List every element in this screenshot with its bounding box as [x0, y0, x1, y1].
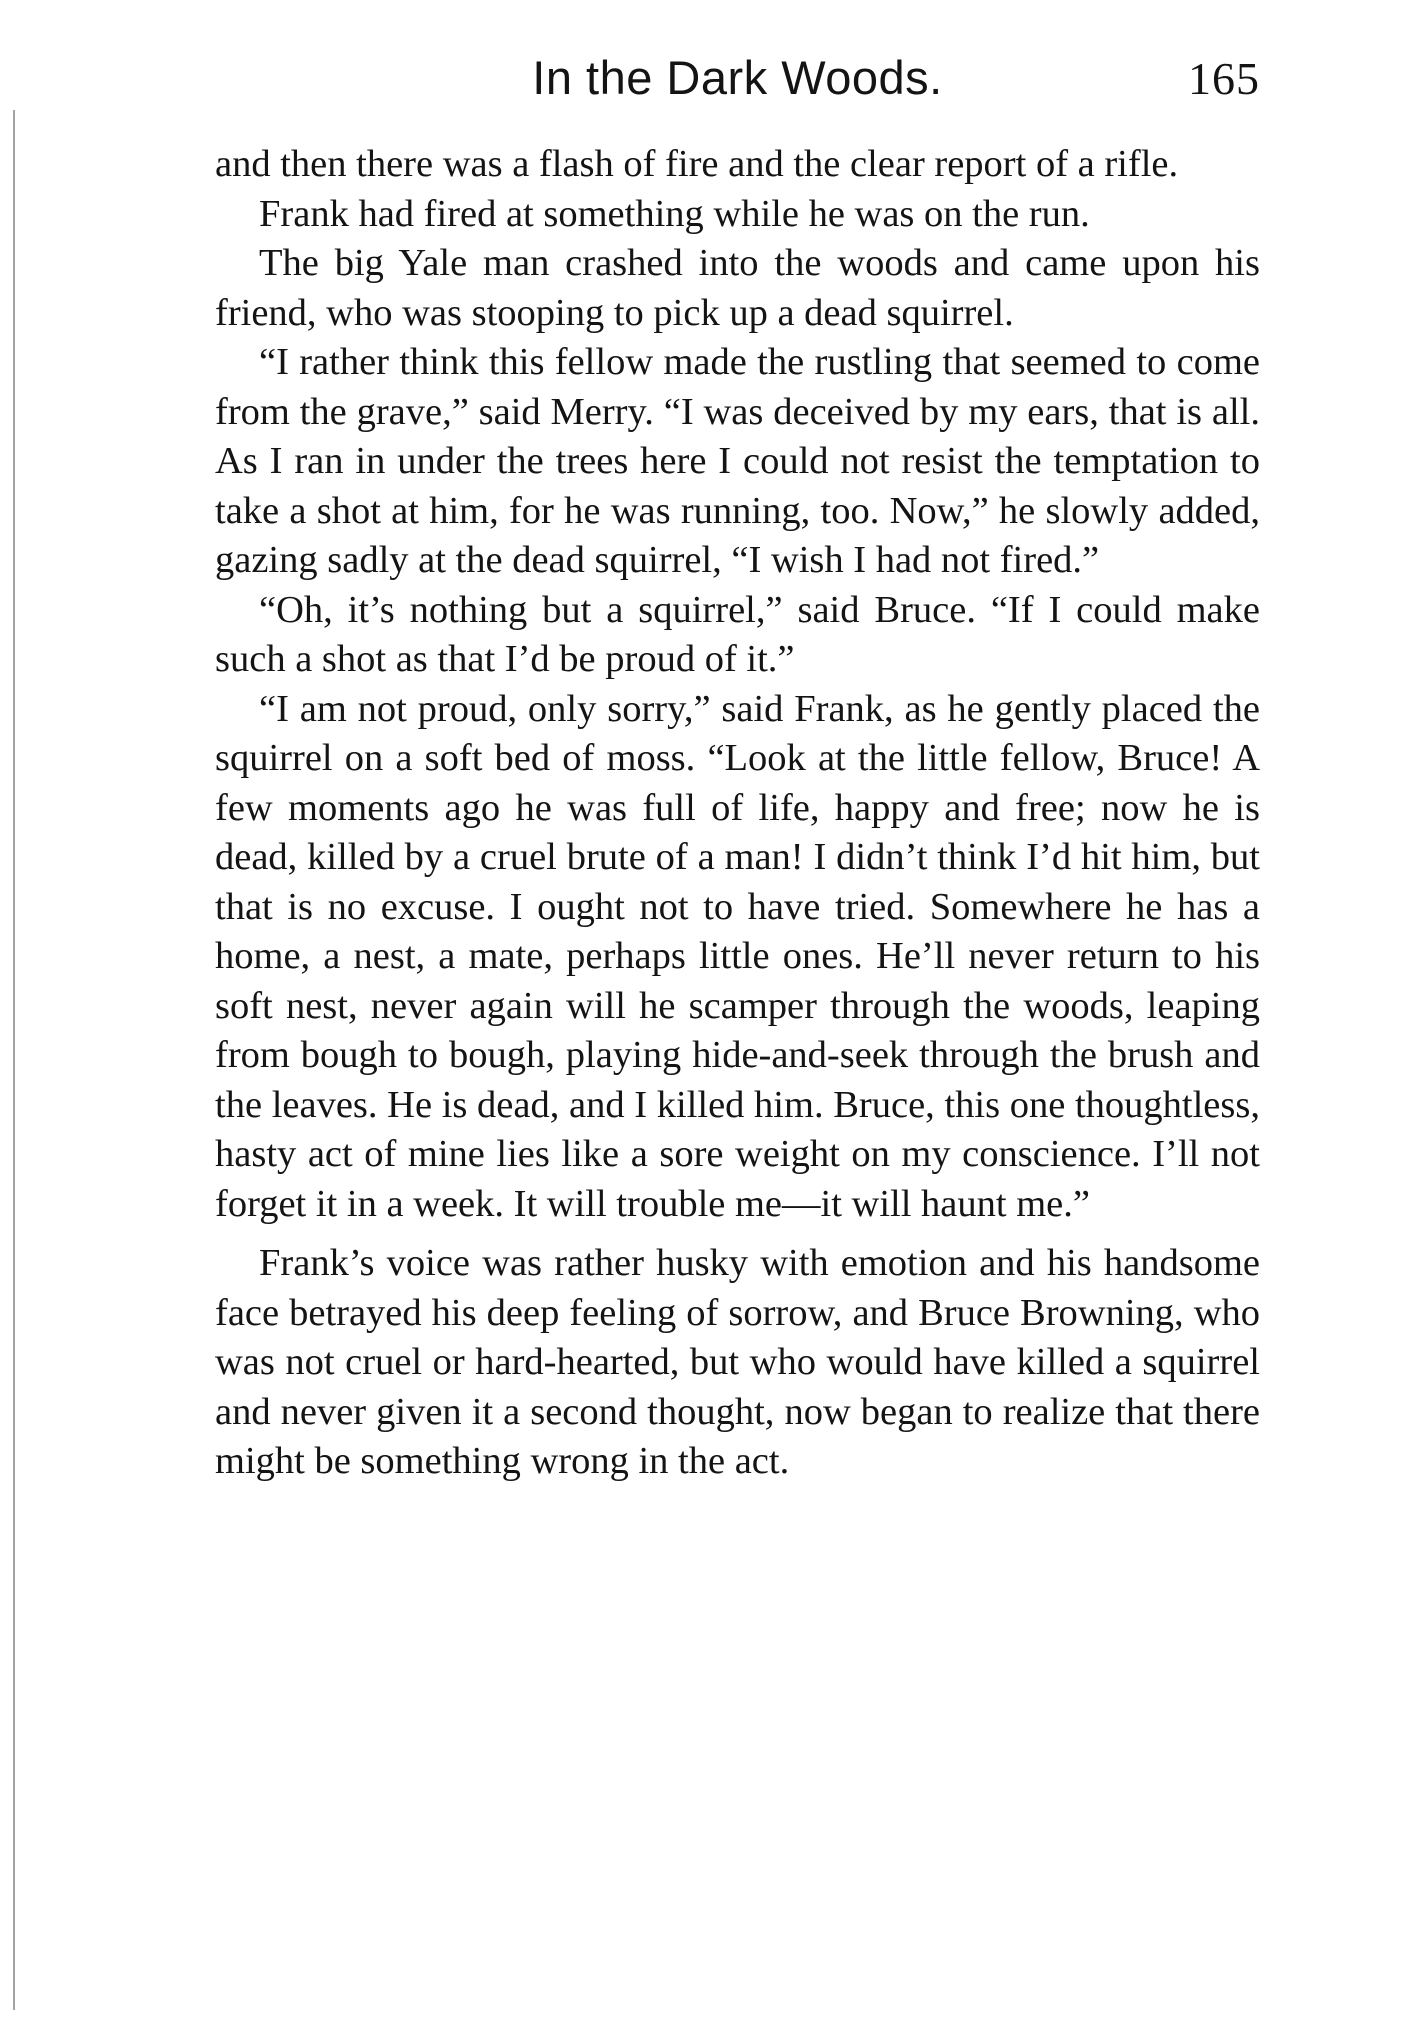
paragraph: “I am not proud, only sorry,” said Frank, as he gently placed the squirrel on a soft bed of moss. “Look at the little fellow, Bruce! A few moments ago he was full of life, happy and free; now he is dead, killed by a cruel brute of a man! I didn’t think I’d hit him, but that is no excuse. I ought not to have tried. Somewhere he has a home, a nest, a mate, perhaps little ones. He’ll never return to his soft nest, never again will he scamper through the woods, leaping from bough to bough, playing hide-and-seek through the brush and the leaves. He is dead, and I killed him. Bruce, this one thoughtless, hasty act of mine lies like a sore weight on my conscience. I’ll not forget it in a week. It will trouble me—it will haunt me.”: [215, 687, 1260, 1225]
paragraph: Frank had fired at something while he was on the run.: [259, 192, 1090, 235]
paragraph-continuation: and then there was a flash of fire and the clear report of a rifle.: [215, 143, 1179, 185]
body-text: [215, 140, 1260, 1487]
paragraph: The big Yale man crashed into the woods and came upon his friend, who was stooping to pick up a dead squirrel.: [215, 242, 1260, 334]
binding-gutter-line: [13, 110, 15, 2010]
paragraph: “Oh, it’s nothing but a squirrel,” said Bruce. “If I could make such a shot as that I’d be proud of it.”: [215, 588, 1260, 680]
running-title: In the Dark Woods.: [532, 51, 943, 104]
running-header: [215, 50, 1260, 120]
paragraph: Frank’s voice was rather husky with emotion and his handsome face betrayed his deep feeling of sorrow, and Bruce Browning, who was not cruel or hard-hearted, but who would have killed a squirrel and never given it a second thought, now began to realize that there might be something wrong in the act.: [215, 1242, 1260, 1482]
paragraph: “I rather think this fellow made the rustling that seemed to come from the grave,” said Merry. “I was deceived by my ears, that is all. As I ran in under the trees here I could not resist the temptation to take a shot at him, for he was running, too. Now,” he slowly added, gazing sadly at the dead squirrel, “I wish I had not fired.”: [215, 341, 1260, 581]
page-number: 165: [1188, 53, 1260, 104]
